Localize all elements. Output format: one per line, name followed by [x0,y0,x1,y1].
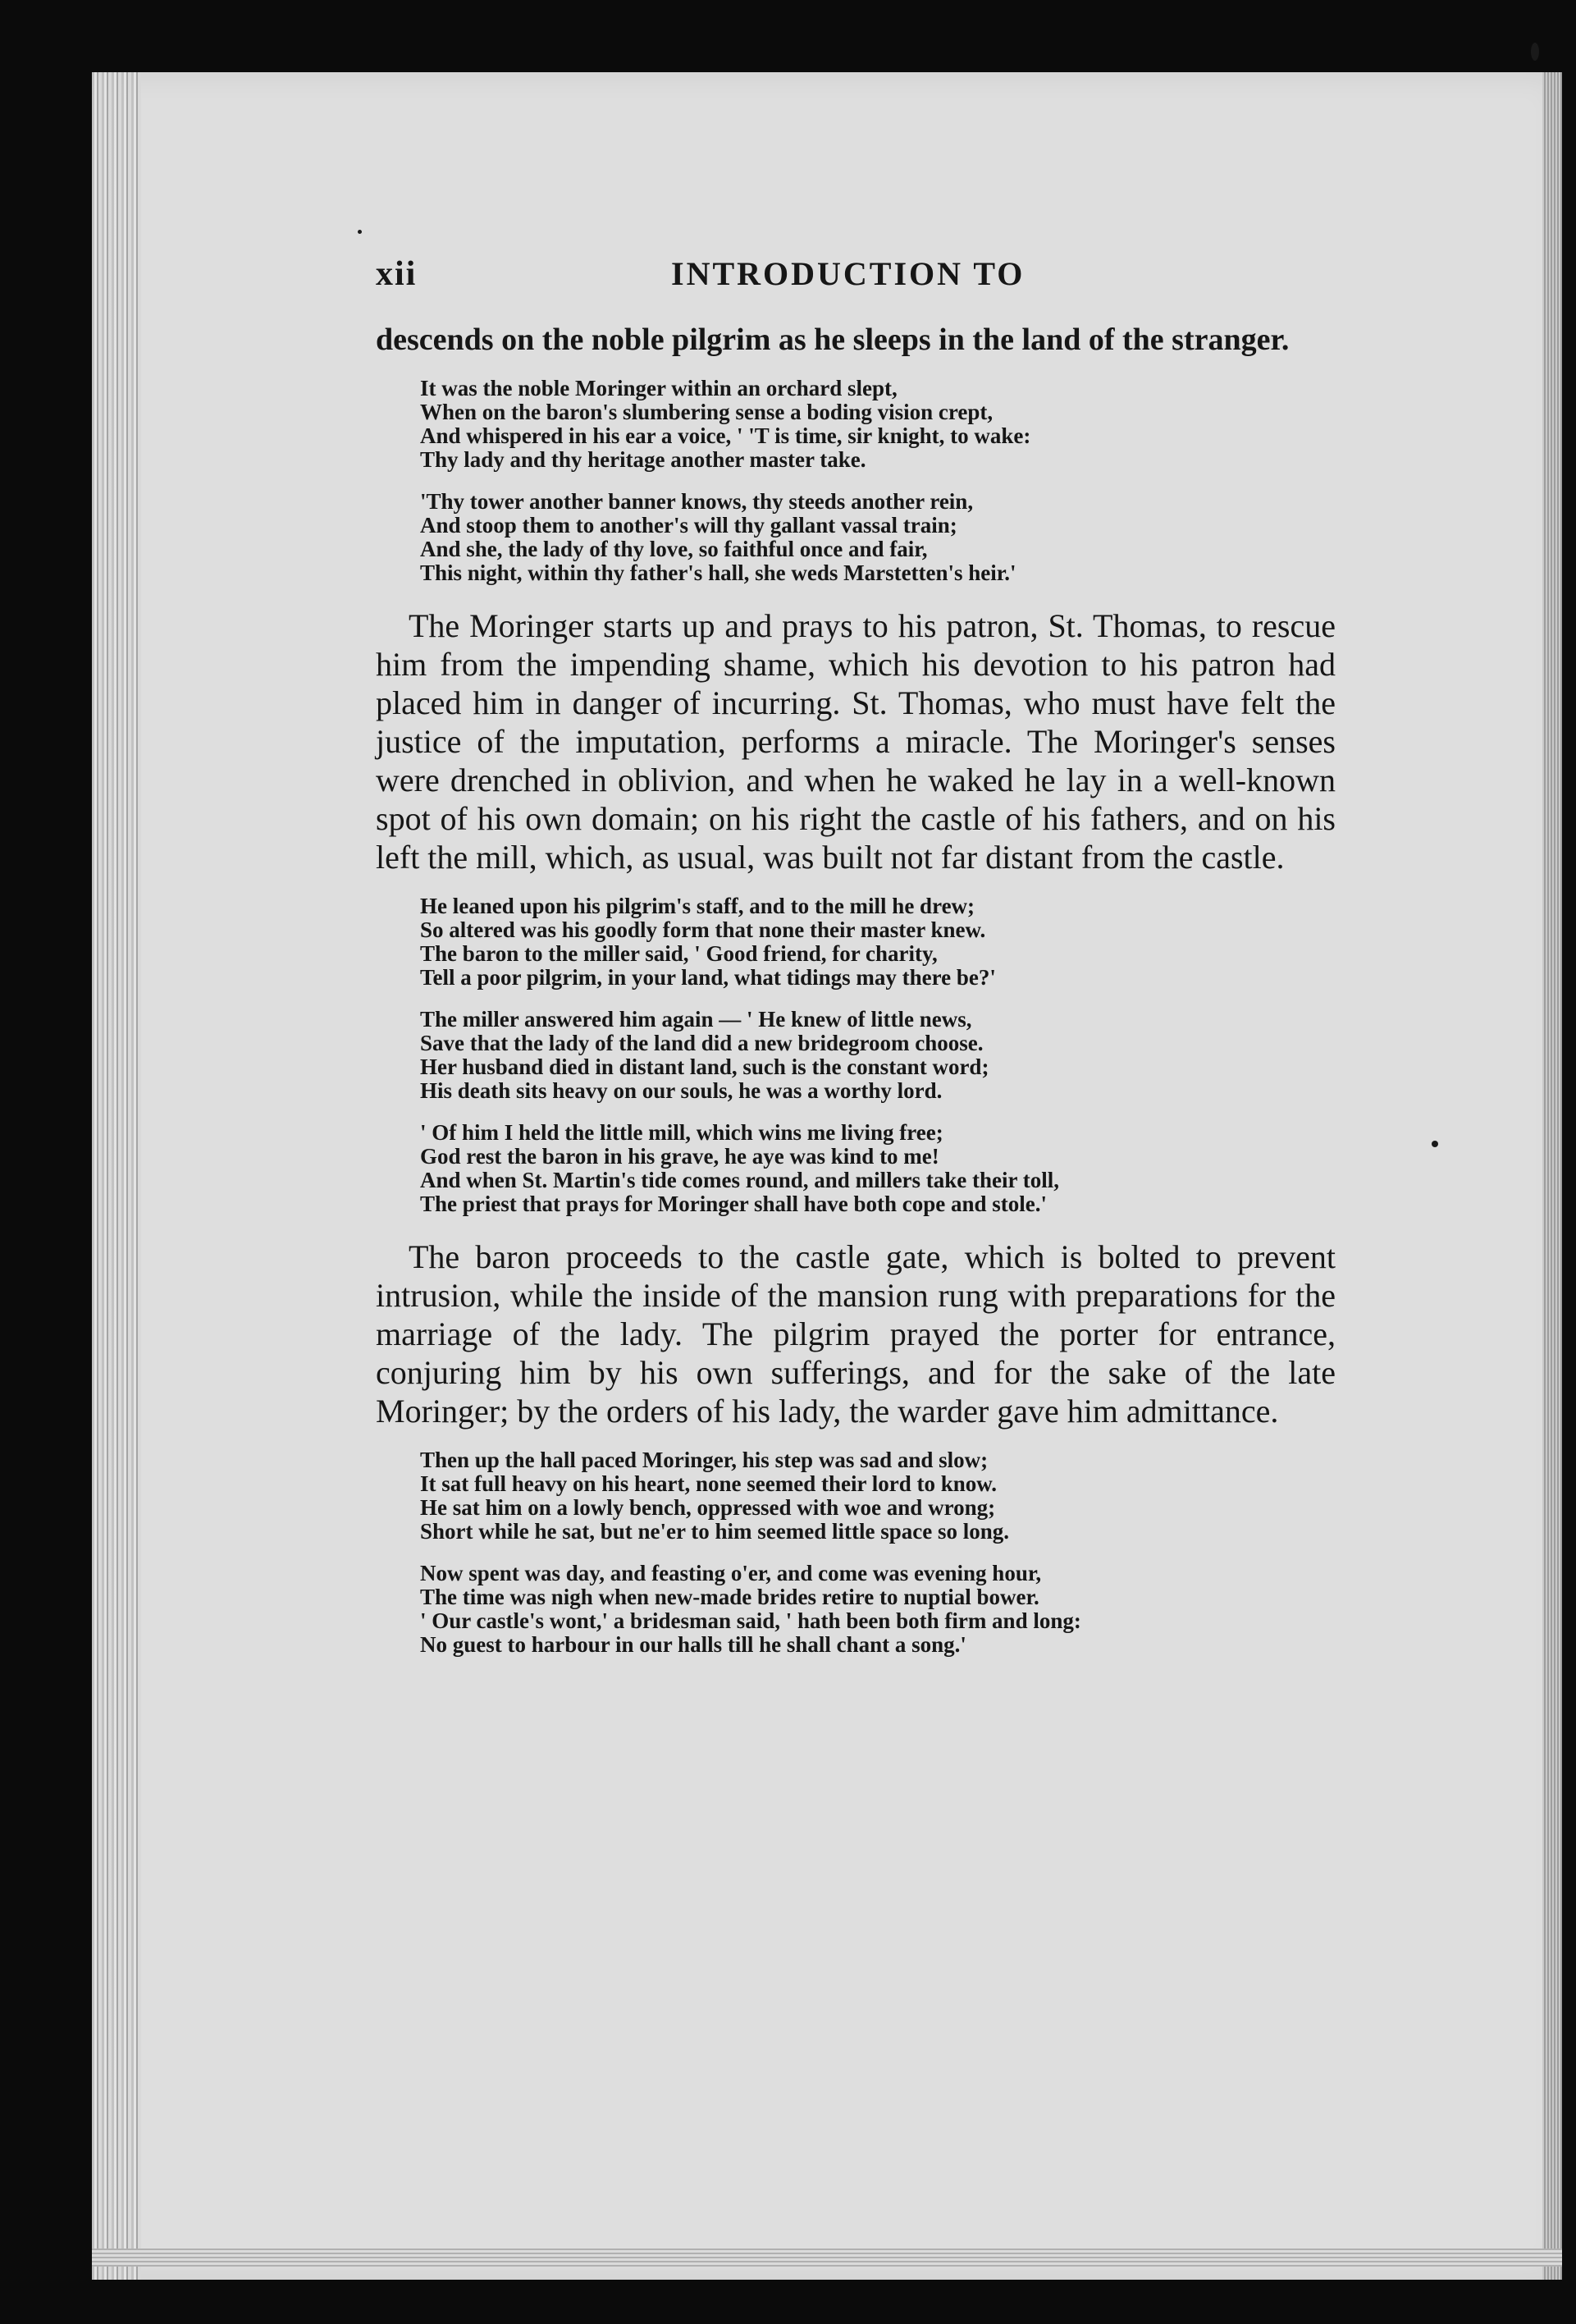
scan-speck [1432,1141,1438,1147]
verse-line: Short while he sat, but ne'er to him seemed little space so long. [420,1519,1009,1544]
running-head [376,246,1336,304]
scan-speck [1531,43,1539,61]
page-bottom-edge [92,2249,1562,2267]
header-title: INTRODUCTION TO [671,255,1026,292]
verse-line: This night, within thy father's hall, she weds Marstetten's heir.' [420,560,1016,585]
verse-line: Thy lady and thy heritage another master take. [420,447,866,472]
verse-stanza [420,1448,1336,1544]
verse-line: It was the noble Moringer within an orchard slept, [420,376,898,400]
verse-line: 'Thy tower another banner knows, thy steeds another rein, [420,489,974,514]
verse-line: Tell a poor pilgrim, in your land, what tidings may there be?' [420,965,996,990]
verse-line: Her husband died in distant land, such is the constant word; [420,1054,989,1079]
verse-line: No guest to harbour in our halls till he shall chant a song.' [420,1632,966,1657]
verse-line: The baron to the miller said, ' Good friend, for charity, [420,941,938,966]
page-content [376,246,1336,1657]
verse-line: He leaned upon his pilgrim's staff, and to the mill he drew; [420,894,975,918]
verse-line: When on the baron's slumbering sense a boding vision crept, [420,400,994,424]
verse-line: ' Of him I held the little mill, which wins me living free; [420,1120,943,1145]
verse-stanza [420,490,1336,585]
verse-stanza [420,1562,1336,1657]
verse-line: The priest that prays for Moringer shall have both cope and stole.' [420,1192,1048,1216]
verse-line: And whispered in his ear a voice, ' 'T is time, sir knight, to wake: [420,423,1031,448]
verse-line: So altered was his goodly form that none their master knew. [420,917,986,942]
verse-stanza [420,894,1336,990]
scan-speck [358,230,362,234]
verse-stanza [420,1008,1336,1103]
paragraph: The baron proceeds to the castle gate, which is bolted to prevent intrusion, while the inside of the mansion rung with preparations for the marriage of the lady. The pilgrim prayed the porter for entrance, conjuring him by his own sufferings, and for the sake of the late Moringer; by the orders of his lady, the warder gave him admittance. [376,1238,1336,1430]
verse-line: And stoop them to another's will thy gallant vassal train; [420,513,957,538]
verse-line: He sat him on a lowly bench, oppressed with woe and wrong; [420,1495,996,1520]
paragraph: descends on the noble pilgrim as he sleeps in the land of the stranger. [376,323,1290,357]
verse-line: His death sits heavy on our souls, he was a worthy lord. [420,1078,943,1103]
verse-line: Save that the lady of the land did a new bridegroom choose. [420,1031,984,1055]
verse-line: God rest the baron in his grave, he aye was kind to me! [420,1144,939,1169]
page-number: xii [376,255,418,293]
verse-line: Then up the hall paced Moringer, his step was sad and slow; [420,1448,989,1472]
verse-line: Now spent was day, and feasting o'er, and come was evening hour, [420,1561,1042,1585]
verse-line: And she, the lady of thy love, so faithful once and fair, [420,537,928,561]
verse-line: The time was nigh when new-made brides retire to nuptial bower. [420,1585,1039,1609]
page-right-edge [1542,72,1562,2280]
paragraph: The Moringer starts up and prays to his patron, St. Thomas, to rescue him from the impending shame, which his devotion to his patron had placed him in danger of incurring. St. Thomas, who must have felt the justice of the imputation, performs a miracle. The Moringer's senses were drenched in oblivion, and when he waked he lay in a well-known spot of his own domain; on his right the castle of his fathers, and on his left the mill, which, as usual, was built not far distant from the castle. [376,607,1336,876]
verse-line: And when St. Martin's tide comes round, and millers take their toll, [420,1168,1060,1192]
verse-stanza [420,377,1336,472]
verse-line: The miller answered him again — ' He knew of little news, [420,1007,972,1032]
verse-stanza [420,1121,1336,1216]
verse-line: ' Our castle's wont,' a bridesman said, ' hath been both firm and long: [420,1608,1081,1633]
verse-line: It sat full heavy on his heart, none seemed their lord to know. [420,1471,998,1496]
page-binding-edge [92,72,141,2280]
